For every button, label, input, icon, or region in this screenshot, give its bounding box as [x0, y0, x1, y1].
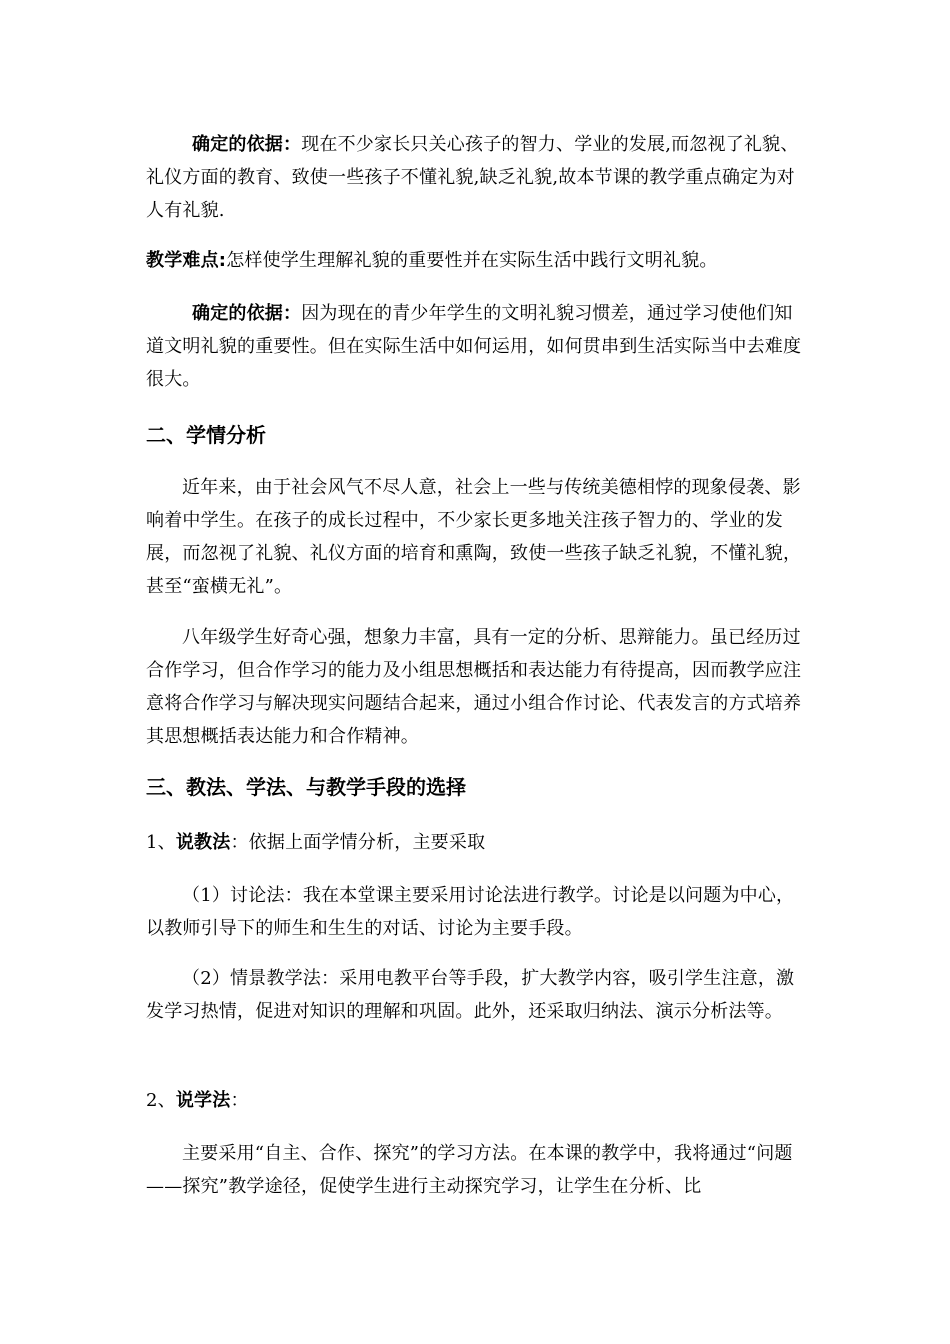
basis-label-2: 确定的依据：: [192, 303, 302, 324]
paragraph-learning-method: [146, 1084, 806, 1117]
basis-text: 现在不少家长只关心孩子的智力、学业的发展,而忽视了礼貌、礼仪方面的教育、致使一些孩子不懂礼貌,缺乏礼貌,故本节课的教学重点确定为对人有礼貌.: [146, 134, 799, 221]
learning-method-colon: ：: [230, 1090, 249, 1111]
difficulty-label: 教学难点:: [146, 250, 227, 271]
paragraph-learning-method-body: 主要采用“自主、合作、探究”的学习方法。在本课的教学中，我将通过“问题——探究”教学途径，促使学生进行主动探究学习，让学生在分析、比: [146, 1143, 793, 1197]
paragraph-situational-method: （2）情景教学法：采用电教平台等手段，扩大教学内容，吸引学生注意，激发学习热情，促进对知识的理解和巩固。此外，还采取归纳法、演示分析法等。: [146, 968, 795, 1022]
basis-label: 确定的依据：: [192, 134, 302, 155]
paragraph-basis-key-point: [146, 128, 806, 227]
paragraph-teaching-method: [146, 826, 806, 859]
section-heading-student-analysis: 二、学情分析: [146, 423, 266, 447]
item-number-2: 2、: [146, 1090, 176, 1111]
learning-method-label: 说学法: [175, 1090, 231, 1111]
difficulty-text: 怎样使学生理解礼貌的重要性并在实际生活中践行文明礼貌。: [226, 250, 718, 271]
item-number: 1、: [146, 832, 176, 853]
teaching-method-label: 说教法: [175, 832, 231, 853]
teaching-method-text: ：依据上面学情分析，主要采取: [230, 832, 486, 853]
basis-text-2: 因为现在的青少年学生的文明礼貌习惯差，通过学习使他们知道文明礼貌的重要性。但在实际生活中如何运用，如何贯串到生活实际当中去难度很大。: [146, 303, 802, 390]
paragraph-discussion-method: （1）讨论法：我在本堂课主要采用讨论法进行教学。讨论是以问题为中心，以教师引导下的师生和生生的对话、讨论为主要手段。: [146, 885, 795, 939]
paragraph-student-analysis-1: 近年来，由于社会风气不尽人意，社会上一些与传统美德相悖的现象侵袭、影响着中学生。在孩子的成长过程中，不少家长更多地关注孩子智力的、学业的发展，而忽视了礼貌、礼仪方面的培育和熏陶，致使一些孩子缺乏礼貌，不懂礼貌，甚至“蛮横无礼”。: [146, 477, 802, 597]
section-heading-methods: 三、教法、学法、与教学手段的选择: [146, 775, 466, 799]
paragraph-basis-difficulty: [146, 297, 806, 396]
paragraph-student-analysis-2: 八年级学生好奇心强，想象力丰富，具有一定的分析、思辩能力。虽已经历过合作学习，但合作学习的能力及小组思想概括和表达能力有待提高，因而教学应注意将合作学习与解决现实问题结合起来，通过小组合作讨论、代表发言的方式培养其思想概括表达能力和合作精神。: [146, 627, 802, 747]
paragraph-difficulty: [146, 244, 806, 277]
